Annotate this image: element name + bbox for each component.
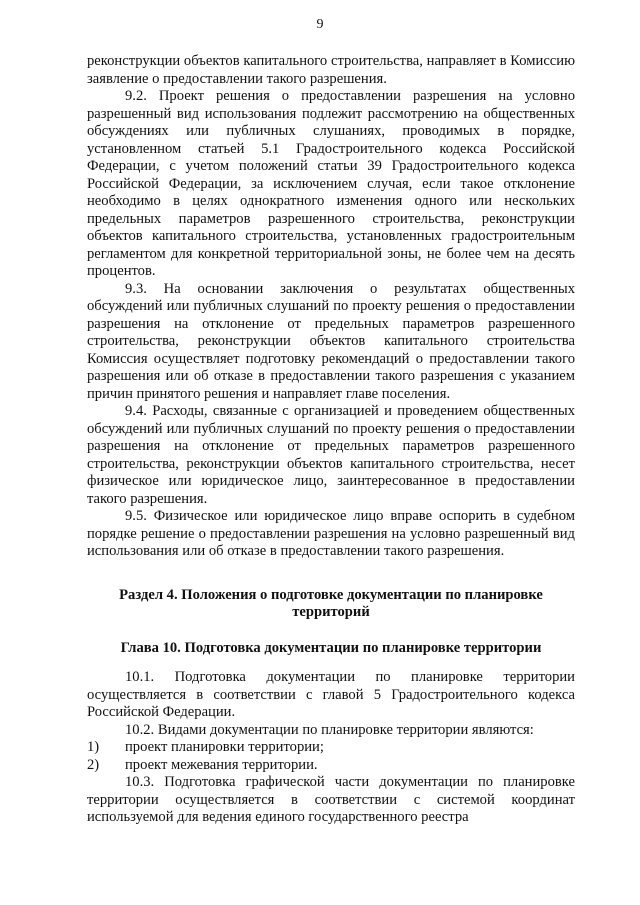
paragraph-9-2: 9.2. Проект решения о предоставлении разрешения на условно разрешенный вид использования подлежит рассмотрению на общественных обсуждениях или публичных слушаниях, проводимых в порядке, установленном статьей 5.1 Градостроительного кодекса Российской Федерации, с учетом положений статьи 39 Градостроительного кодекса Российской Федерации, за исключением случая, если такое отклонение необходимо в целях однократного изменения одного или нескольких предельных параметров разрешенного строительства, реконструкции объектов капитального строительства, установленных градостроительным регламентом для конкретной территориальной зоны, не более чем на десять процентов. xyxy=(87,88,575,279)
paragraph-10-2: 10.2. Видами документации по планировке территории являются: xyxy=(125,721,534,738)
paragraph-9-5: 9.5. Физическое или юридическое лицо вправе оспорить в судебном порядке решение о предоставлении разрешения на условно разрешенный вид использования или об отказе в предоставлении такого разрешения. xyxy=(87,508,575,559)
paragraph-10-3: 10.3. Подготовка графической части документации по планировке территории осуществляется в соответствии с системой координат используемой для ведения единого государственного реестра xyxy=(87,774,575,825)
paragraph-9-4: 9.4. Расходы, связанные с организацией и проведением общественных обсуждений или публичных слушаний по проекту решения о предоставлении разрешения на отклонение от предельных параметров разрешенного строительства, реконструкции объектов капитального строительства, несет физическое или юридическое лицо, заинтересованное в предоставлении такого разрешения. xyxy=(87,403,575,507)
section-heading: Раздел 4. Положения о подготовке документации по планировке территорий xyxy=(119,586,543,620)
paragraph-9-3: 9.3. На основании заключения о результатах общественных обсуждений или публичных слушаний по проекту решения о предоставлении разрешения на отклонение от предельных параметров разрешенного строительства, реконструкции объектов капитального строительства Комиссия осуществляет подготовку рекомендаций о предоставлении такого разрешения или об отказе в предоставлении такого разрешения с указанием причин принятого решения и направляет главе поселения. xyxy=(87,280,575,402)
list-item xyxy=(87,757,575,775)
list-marker: 1) xyxy=(87,739,100,755)
list-marker: 2) xyxy=(87,756,100,773)
document-body xyxy=(87,53,575,827)
paragraph-continuation: реконструкции объектов капитального строительства, направляет в Комиссию заявление о предоставлении такого разрешения. xyxy=(87,53,575,87)
chapter-heading: Глава 10. Подготовка документации по планировке территории xyxy=(120,639,542,656)
list-item-text: проект планировки территории; xyxy=(125,739,324,755)
paragraph-10-1: 10.1. Подготовка документации по планировке территории осуществляется в соответствии с главой 5 Градостроительного кодекса Российской Федерации. xyxy=(87,669,575,720)
list-item xyxy=(87,739,575,757)
list-item-text: проект межевания территории. xyxy=(125,756,318,773)
page-number: 9 xyxy=(316,17,324,32)
